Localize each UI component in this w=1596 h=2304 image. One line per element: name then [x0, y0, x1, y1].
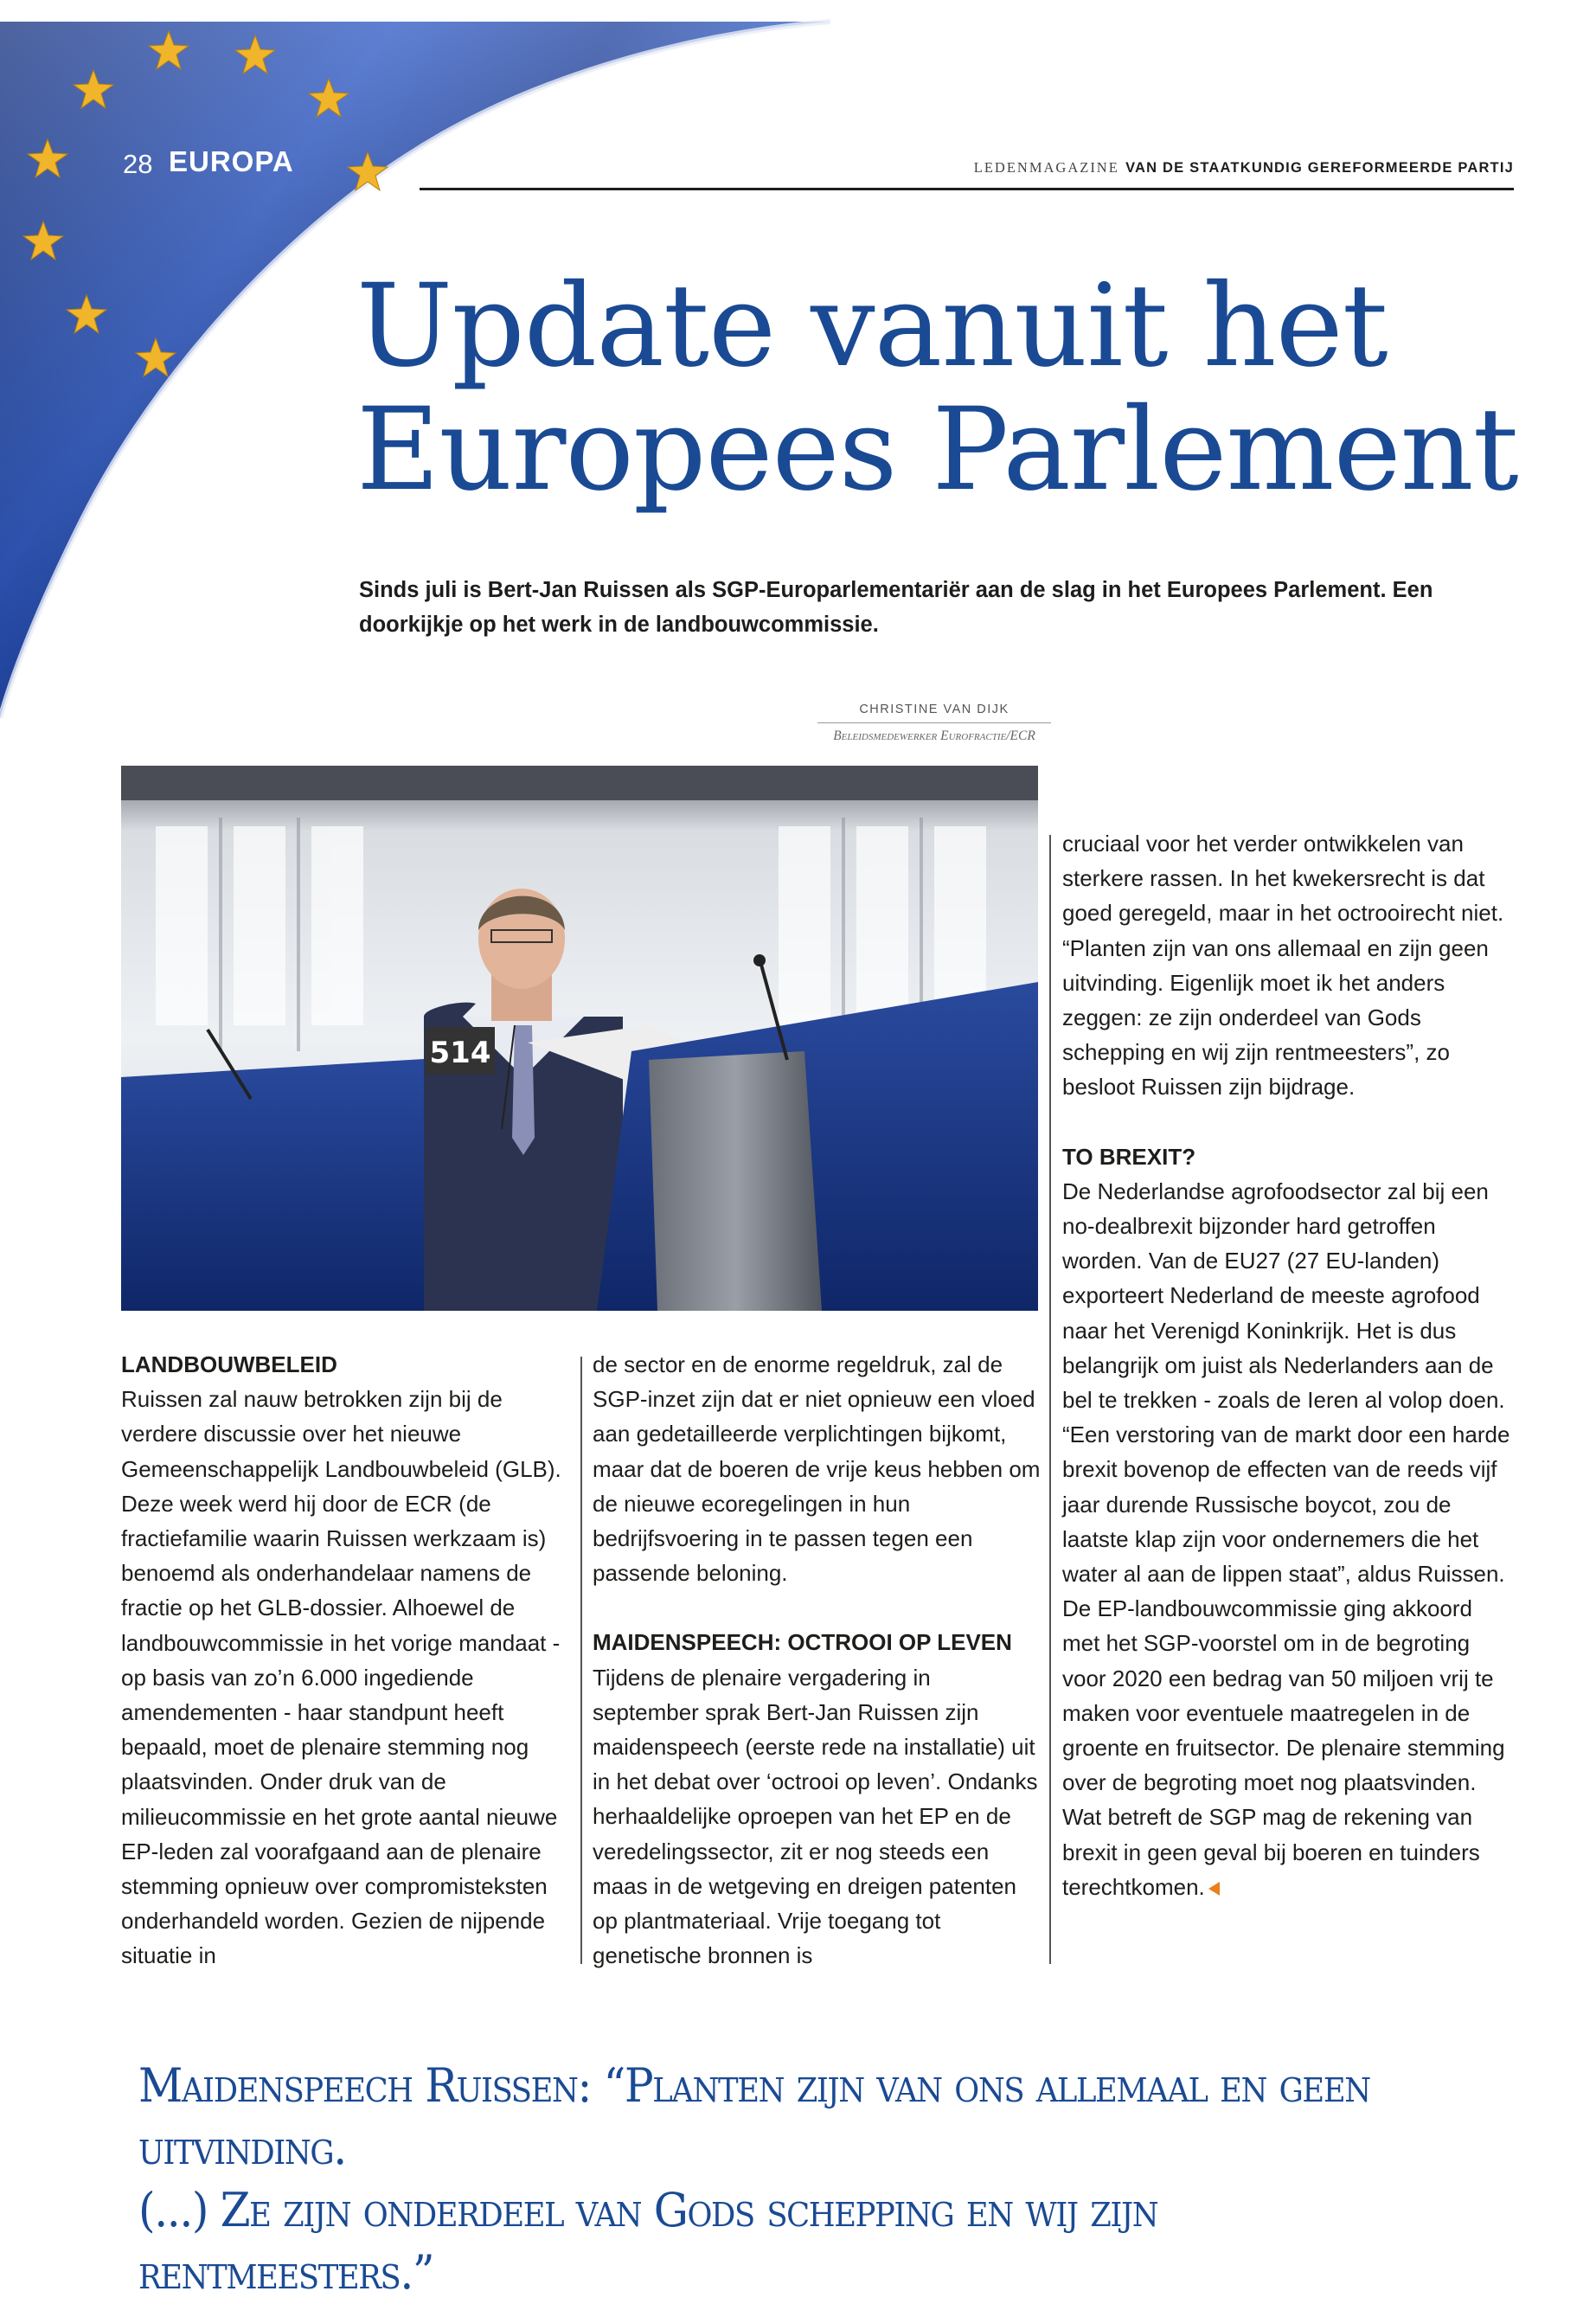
pull-quote-line-1: Maidenspeech Ruissen: “Planten zijn van ons allemaal en geen uitvinding. — [138, 2058, 1370, 2175]
paragraph-text: De Nederlandse agrofoodsector zal bij een no-dealbrexit bijzonder hard getroffen worden. Van de EU27 (27 EU-landen) exporteert Nederland de meeste agrofood naar het Verenigd Koninkrijk. Het is dus belangrijk om juist als Nederlanders aan de bel te trekken - zoals de Ieren al volop doen. “Een verstoring van de markt door een harde brexit bovenop de effecten van de reeds vijf jaar durende Russische boycot, zou de laatste klap zijn voor ondernemers die het water al aan de lippen staat”, aldus Ruissen. De EP-landbouwcommissie ging akkoord met het SGP-voorstel om in de begroting voor 2020 een bedrag van 50 miljoen vrij te maken voor eventuele maatregelen in de groente en fruitsector. De plenaire stemming over de begroting moet nog plaatsvinden. Wat betreft de SGP mag de rekening van brexit in geen geval bij boeren en tuinders terechtkomen. — [1062, 1178, 1510, 1900]
pull-quote — [138, 2055, 1458, 2304]
article-lead: Sinds juli is Bert-Jan Ruissen als SGP-Europarlementariër aan de slag in het Europees Parlement. Een doorkijkje op het werk in de landbouwcommissie. — [359, 578, 1433, 637]
section-title: EUROPA — [169, 145, 294, 177]
author-name: CHRISTINE VAN DIJK — [859, 703, 1010, 716]
author-role: Beleidsmedewerker Eurofractie/ECR — [833, 728, 1035, 743]
end-mark-icon — [1208, 1882, 1220, 1896]
seat-number: 514 — [429, 1036, 491, 1070]
masthead — [974, 159, 1514, 176]
article-column-2 — [593, 1347, 1042, 1973]
pull-quote-line-2: (...) Ze zijn onderdeel van Gods schepping en wij zijn rentmeesters.” — [138, 2183, 1158, 2300]
column-divider — [580, 1357, 582, 1964]
header-rule — [420, 188, 1514, 190]
column-divider — [1049, 835, 1051, 1964]
byline — [817, 703, 1051, 744]
article-photo — [121, 766, 1038, 1311]
masthead-light: LEDENMAGAZINE — [973, 159, 1119, 176]
subheading-brexit: TO BREXIT? — [1062, 1143, 1196, 1170]
byline-rule — [817, 722, 1051, 723]
article-column-3 — [1062, 826, 1512, 1904]
subheading-maidenspeech: MAIDENSPEECH: OCTROOI OP LEVEN — [593, 1629, 1012, 1656]
paragraph — [1062, 1174, 1512, 1904]
article-column-1 — [121, 1347, 571, 1973]
masthead-bold: VAN DE STAATKUNDIG GEREFORMEERDE PARTIJ — [1125, 160, 1514, 176]
paragraph: de sector en de enorme regeldruk, zal de SGP-inzet zijn dat er niet opnieuw een vloed aan gedetailleerde verplichtingen bijkomt, maar dat de boeren de vrije keus hebben om de nieuwe ecoregelingen in hun bedrijfsvoering in te passen tegen een passende beloning. — [593, 1351, 1041, 1587]
paragraph: Ruissen zal nauw betrokken zijn bij de verdere discussie over het nieuwe Gemeenschappelijk Landbouwbeleid (GLB). Deze week werd hij door de ECR (de fractiefamilie waarin Ruissen werkzaam is) benoemd als onderhandelaar namens de fractie op het GLB-dossier. Alhoewel de landbouwcommissie in het vorige mandaat - op basis van zo’n 6.000 ingediende amendementen - haar standpunt heeft bepaald, moet de plenaire stemming nog plaatsvinden. Onder druk van de milieucommissie en het grote aantal nieuwe EP-leden zal voorafgaand aan de plenaire stemming opnieuw over compromisteksten onderhandeld worden. Gezien de nijpende situatie in — [121, 1386, 561, 1969]
article-title — [356, 260, 1567, 517]
title-line-2: Europees Parlement — [356, 383, 1518, 517]
paragraph: Tijdens de plenaire vergadering in september sprak Bert-Jan Ruissen zijn maidenspeech (eerste rede na installatie) uit in het debat over ‘octrooi op leven’. Ondanks herhaaldelijke oproepen van het EP en de veredelingssector, zit er nog steeds een maas in de wetgeving en dreigen patenten op plantmateriaal. Vrije toegang tot genetische bronnen is — [593, 1664, 1038, 1969]
subheading-landbouwbeleid: LANDBOUWBELEID — [121, 1351, 337, 1377]
paragraph: cruciaal voor het verder ontwikkelen van sterkere rassen. In het kwekersrecht is dat goed geregeld, maar in het octrooirecht niet. “Planten zijn van ons allemaal en zijn geen uitvinding. Eigenlijk moet ik het anders zeggen: ze zijn onderdeel van Gods schepping en wij zijn rentmeesters”, zo besloot Ruissen zijn bijdrage. — [1062, 831, 1504, 1101]
title-line-1: Update vanuit het — [356, 260, 1388, 393]
page-number: 28 — [123, 149, 153, 179]
